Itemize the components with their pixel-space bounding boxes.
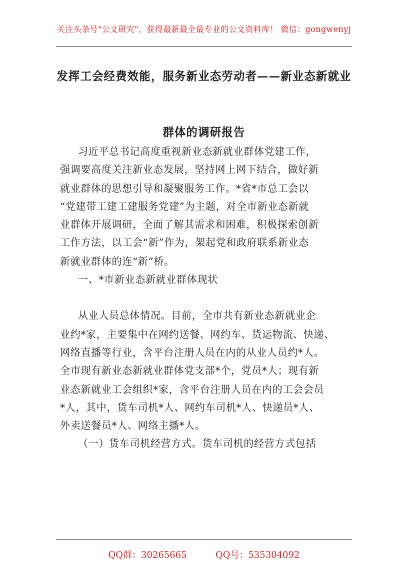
paragraph-2-line: 外卖送餐员*人、网络主播*人。	[60, 421, 206, 433]
footer-divider	[56, 539, 352, 540]
paragraph-2-line: 全市现有新业态新就业群体党支部*个，党员*人；现有新	[60, 366, 320, 378]
paragraph-2-line: 网络直播等行业，含平台注册人员在内的从业人员约*人。	[60, 347, 325, 359]
document-title-line-1: 发挥工会经费效能，服务新业态劳动者——新业态新就业	[56, 69, 352, 83]
section-heading: 一、*市新业态新就业群体现状	[78, 275, 218, 287]
footer-contact: QQ群：30265665 QQ号：535304092	[108, 551, 300, 561]
paragraph-2-line: 业约*家，主要集中在网约送餐、网约车、货运物流、快递、	[60, 329, 335, 341]
paragraph-1-line: 新就业群体的连“新”桥。	[60, 256, 175, 268]
document-title-line-2: 群体的调研报告	[162, 125, 246, 139]
subheading-line: （一）货车司机经营方式。货车司机的经营方式包括	[78, 439, 317, 451]
paragraph-1-line: 强调要高度关注新业态发展，坚持网上网下结合，做好新	[60, 165, 319, 177]
paragraph-1-line: 习近平总书记高度重视新业态新就业群体党建工作，	[78, 147, 317, 158]
paragraph-2-line: 业态新就业工会组织*家，含平台注册人员在内的工会会员	[60, 384, 325, 396]
paragraph-2-line: 从业人员总体情况。目前，全市共有新业态新就业企	[78, 311, 317, 323]
paragraph-2-line: *人，其中，货车司机*人、网约车司机*人、快递员*人、	[60, 402, 320, 414]
paragraph-1-line: 就业群体的思想引导和凝聚服务工作。*省*市总工会以	[60, 183, 309, 195]
header-divider	[56, 46, 352, 47]
paragraph-1-line: 工作方法，以工会“新”作为，架起党和政府联系新业态	[60, 238, 309, 250]
paragraph-1-line: 业群体开展调研，全面了解其需求和困难，积极探索创新	[60, 220, 319, 232]
paragraph-gap	[60, 290, 352, 308]
header-note: 关注头条号"公文研究"，获得最新最全最专业的公文资料库！ 微信：gongwenyj	[56, 25, 352, 34]
document-body	[60, 144, 352, 455]
paragraph-1-line: “党建带工建工建服务党建”为主题，对全市新业态新就	[60, 201, 309, 213]
